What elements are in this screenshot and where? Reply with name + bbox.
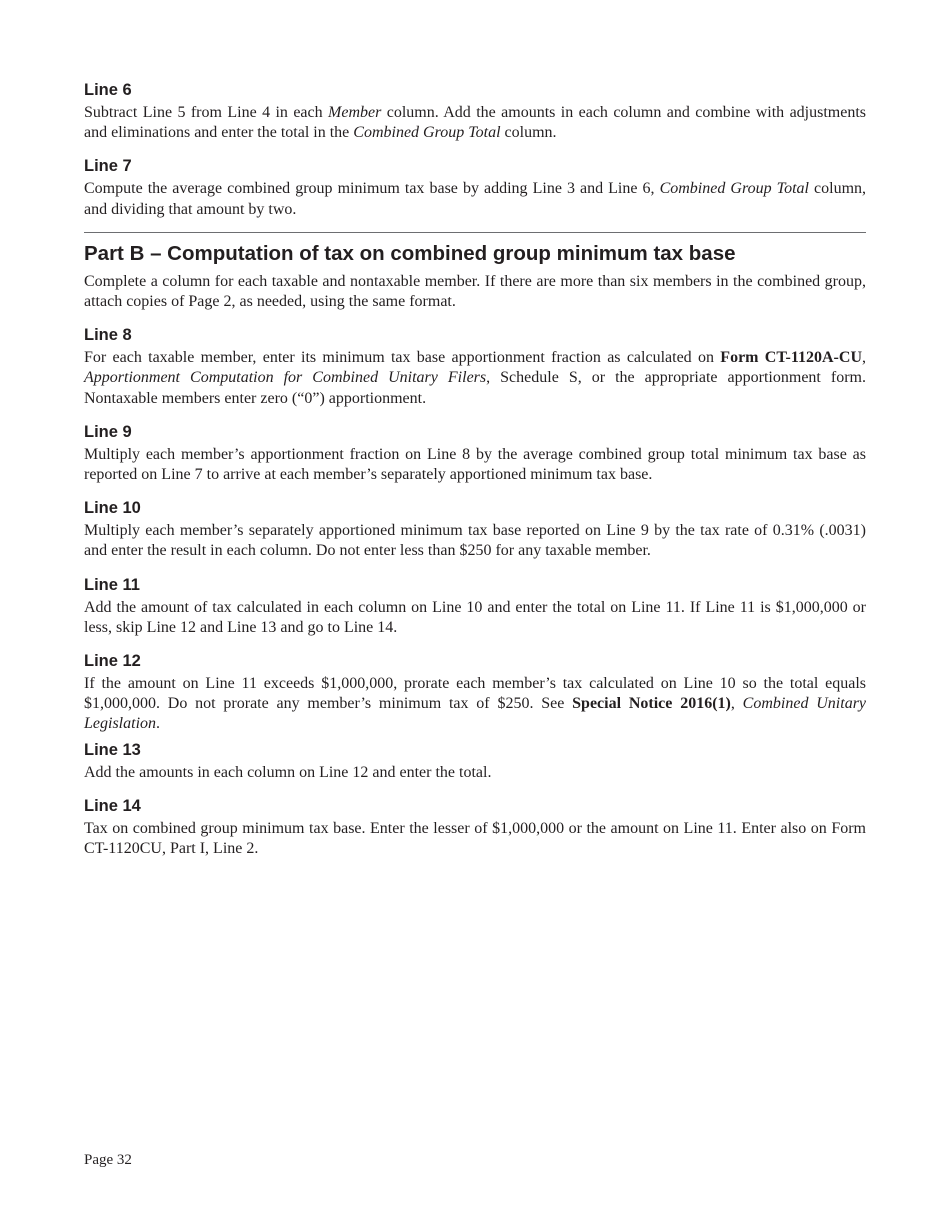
line-6-text-part2: column. Add the amounts in each column and combine with adjustments and eliminations and enter the total in the: [84, 104, 867, 142]
line-6-text-part3: column.: [500, 124, 557, 142]
line-13-section: [84, 740, 866, 783]
page-number: Page 32: [84, 1152, 132, 1168]
line-9-text: Multiply each member’s apportionment fraction on Line 8 by the average combined group total minimum tax base as reported on Line 7 to arrive at each member’s separately apportioned minimum tax base.: [84, 445, 866, 484]
line-14-text: Tax on combined group minimum tax base. Enter the lesser of $1,000,000 or the amount on Line 11. Enter also on Form CT-1120CU, Part I, Line 2.: [84, 819, 866, 858]
line-6-text-part1: Subtract Line 5 from Line 4 in each: [84, 104, 329, 121]
line-13-heading: Line 13: [84, 740, 141, 759]
line-11-text: Add the amount of tax calculated in each column on Line 10 and enter the total on Line 11. If Line 11 is $1,000,000 or less, skip Line 12 and Line 13 and go to Line 14.: [84, 598, 866, 636]
line-7-text-part2: column, and dividing that amount by two.: [84, 180, 867, 218]
line-8-text: [84, 348, 866, 409]
apportionment-form-title: Apportionment Computation for Combined Unitary Filers: [84, 369, 487, 387]
line-6-section: [84, 80, 866, 143]
instructions-page: [84, 80, 866, 872]
part-b-intro: Complete a column for each taxable and nontaxable member. If there are more than six members in the combined group, attach copies of Page 2, as needed, using the same format.: [84, 272, 866, 311]
line-9-heading: Line 9: [84, 422, 132, 441]
line-8-text-part1: For each taxable member, enter its minimum tax base apportionment fraction as calculated on: [84, 349, 721, 367]
line-12-heading: Line 12: [84, 652, 141, 671]
line-12-text-part2: ,: [730, 695, 743, 713]
line-11-section: [84, 575, 866, 638]
line-14-heading: Line 14: [84, 796, 141, 815]
line-11-heading: Line 11: [84, 575, 140, 594]
line-7-text-part1: Compute the average combined group minimum tax base by adding Line 3 and Line 6,: [84, 180, 660, 198]
line-6-heading: Line 6: [84, 81, 132, 99]
line-7-section: [84, 156, 866, 219]
line-8-section: [84, 325, 866, 409]
section-divider: [84, 232, 866, 233]
special-notice-reference: Special Notice 2016(1): [572, 695, 731, 713]
part-b-heading: Part B – Computation of tax on combined group minimum tax base: [84, 241, 736, 265]
line-12-text-part1: If the amount on Line 11 exceeds $1,000,000, prorate each member’s tax calculated on Line 10 so the total equals $1,000,000. Do not prorate any member’s minimum tax of $250. See: [84, 675, 866, 713]
line-14-section: [84, 796, 866, 859]
line-12-text-part3: .: [156, 715, 161, 733]
line-7-heading: Line 7: [84, 157, 132, 176]
form-ct-1120a-cu-reference: Form CT-1120A-CU: [720, 349, 862, 367]
line-10-heading: Line 10: [84, 499, 141, 518]
line-8-heading: Line 8: [84, 326, 132, 345]
line-12-section: [84, 651, 866, 735]
line-13-text: Add the amounts in each column on Line 12 and enter the total.: [84, 763, 492, 781]
line-8-text-part3: , Schedule S, or the appropriate apportionment form. Nontaxable members enter zero (“0”) apportionment.: [84, 369, 866, 407]
line-9-section: [84, 422, 866, 485]
combined-unitary-legislation-title: Combined Unitary Legislation: [84, 695, 867, 733]
line-6-member-term: Member: [328, 104, 382, 121]
line-8-text-part2: ,: [862, 349, 866, 367]
line-10-text: Multiply each member’s separately apportioned minimum tax base reported on Line 9 by the tax rate of 0.31% (.0031) and enter the result in each column. Do not enter less than $250 for any taxable member.: [84, 522, 866, 560]
line-7-combined-total-term: Combined Group Total: [659, 180, 809, 198]
line-10-section: [84, 498, 866, 561]
line-6-combined-total-term: Combined Group Total: [353, 124, 501, 142]
line-7-text: [84, 179, 866, 219]
line-6-text: [84, 103, 866, 143]
line-12-text: [84, 674, 866, 735]
